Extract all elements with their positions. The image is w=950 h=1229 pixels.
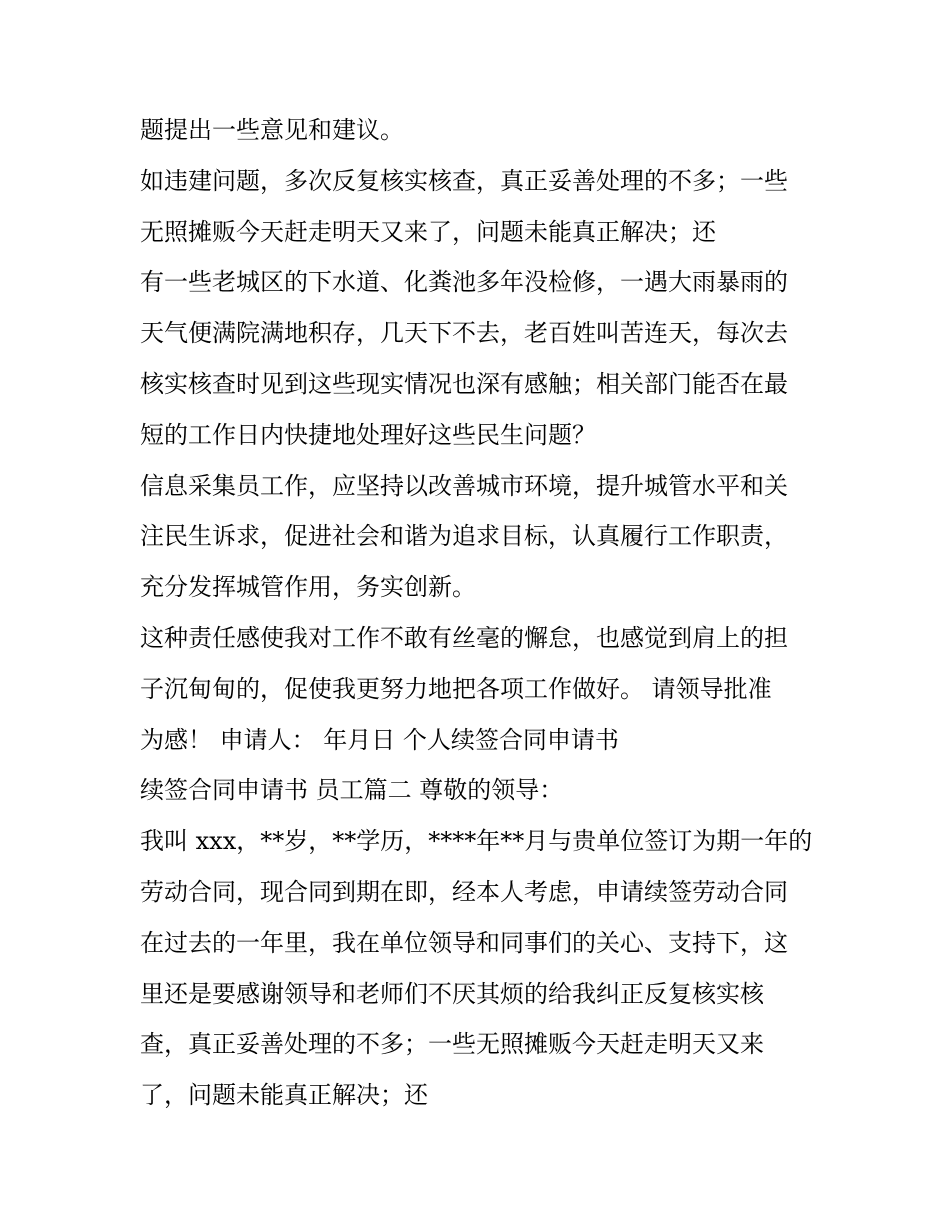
text-line: 续签合同申请书 员工篇二 尊敬的领导： xyxy=(140,776,564,805)
text-line: 有一些老城区的下水道、化粪池多年没检修，一遇大雨暴雨的 xyxy=(140,268,788,297)
text-line: 查，真正妥善处理的不多；一些无照摊贩今天赶走明天又来 xyxy=(140,1030,764,1059)
text-line: 注民生诉求，促进社会和谐为追求目标，认真履行工作职责， xyxy=(140,522,788,551)
text-line: 天气便满院满地积存，几天下不去，老百姓叫苦连天，每次去 xyxy=(140,319,788,348)
text-line: 这种责任感使我对工作不敢有丝毫的懈怠，也感觉到肩上的担 xyxy=(140,623,788,652)
text-line: 无照摊贩今天赶走明天又来了，问题未能真正解决；还 xyxy=(140,217,716,246)
text-line: 劳动合同，现合同到期在即，经本人考虑，申请续签劳动合同 xyxy=(140,877,788,906)
text-line: 信息采集员工作，应坚持以改善城市环境，提升城管水平和关 xyxy=(140,471,788,500)
text-line: 我叫 xxx，**岁，**学历，****年**月与贵单位签订为期一年的 xyxy=(140,827,813,856)
text-line: 在过去的一年里，我在单位领导和同事们的关心、支持下，这 xyxy=(140,928,788,957)
document-body xyxy=(140,105,820,1121)
text-line: 子沉甸甸的，促使我更努力地把各项工作做好。 请领导批准 xyxy=(140,674,772,703)
text-line: 如违建问题，多次反复核实核查，真正妥善处理的不多；一些 xyxy=(140,166,788,195)
text-line: 为感！ 申请人： 年月日 个人续签合同申请书 xyxy=(140,725,619,754)
text-line: 短的工作日内快捷地处理好这些民生问题？ xyxy=(140,420,596,449)
text-line: 核实核查时见到这些现实情况也深有感触；相关部门能否在最 xyxy=(140,369,788,398)
text-line: 了，问题未能真正解决；还 xyxy=(140,1081,428,1110)
text-line: 充分发挥城管作用，务实创新。 xyxy=(140,573,476,602)
text-line: 题提出一些意见和建议。 xyxy=(140,116,404,144)
text-line: 里还是要感谢领导和老师们不厌其烦的给我纠正反复核实核 xyxy=(140,979,764,1008)
